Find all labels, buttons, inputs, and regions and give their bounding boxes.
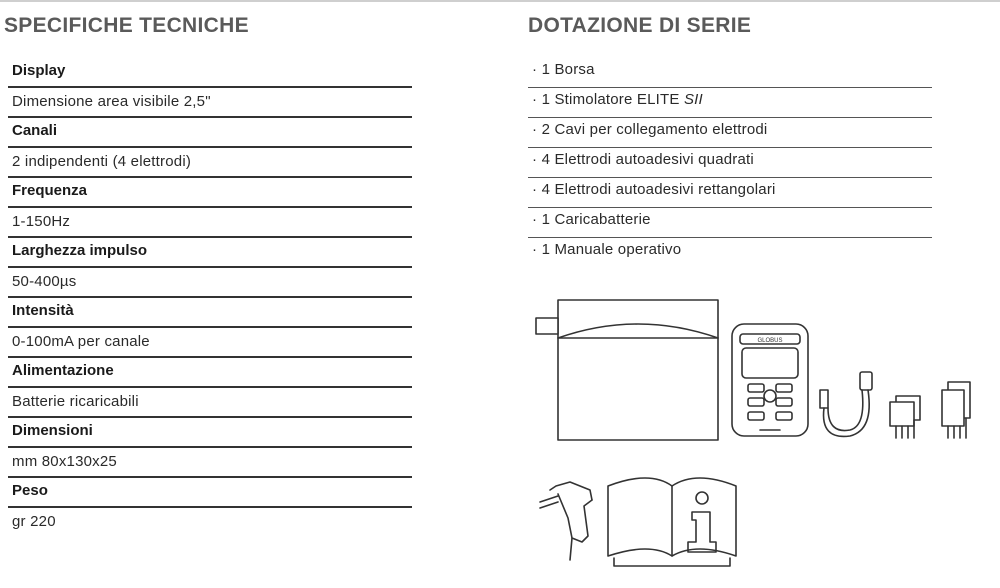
equipment-item-text: · 2 Cavi per collegamento elettrodi	[532, 121, 768, 138]
spec-value-pulse-width: 50-400µs	[8, 268, 412, 298]
equipment-item	[528, 148, 932, 178]
equipment-list	[528, 58, 932, 268]
spec-label-weight: Peso	[8, 478, 412, 508]
equipment-item	[528, 88, 932, 118]
equipment-section-title: DOTAZIONE DI SERIE	[528, 14, 752, 37]
top-divider	[0, 0, 1000, 2]
equipment-item	[528, 178, 932, 208]
specs-table	[8, 58, 412, 538]
spec-value-intensity: 0-100mA per canale	[8, 328, 412, 358]
rectangular-electrodes-icon	[942, 382, 970, 438]
spec-label-power: Alimentazione	[8, 358, 412, 388]
equipment-item	[528, 238, 932, 268]
spec-value-power: Batterie ricaricabili	[8, 388, 412, 418]
spec-label-channels: Canali	[8, 118, 412, 148]
spec-value-frequency: 1-150Hz	[8, 208, 412, 238]
spec-value-display: Dimensione area visibile 2,5"	[8, 88, 412, 118]
stimulator-device-icon	[732, 324, 808, 436]
equipment-item-text: · 1 Stimolatore ELITE	[532, 91, 684, 108]
spec-label-dimensions: Dimensioni	[8, 418, 412, 448]
bag-icon	[536, 300, 718, 440]
equipment-item	[528, 118, 932, 148]
manual-icon	[608, 478, 736, 566]
equipment-item-text: · 4 Elettrodi autoadesivi rettangolari	[532, 181, 776, 198]
spec-value-weight: gr 220	[12, 513, 56, 530]
equipment-item-text: · 1 Manuale operativo	[532, 241, 682, 258]
equipment-illustration	[520, 290, 990, 580]
equipment-item-text: · 1 Caricabatterie	[532, 211, 651, 228]
cables-icon	[820, 372, 872, 436]
charger-icon	[540, 482, 592, 560]
device-logo: GLOBUS	[757, 338, 783, 344]
spec-value-channels: 2 indipendenti (4 elettrodi)	[8, 148, 412, 178]
equipment-item	[528, 208, 932, 238]
spec-label-display: Display	[8, 58, 412, 88]
spec-label-intensity: Intensità	[8, 298, 412, 328]
equipment-item-model: SII	[683, 91, 703, 108]
spec-label-frequency: Frequenza	[8, 178, 412, 208]
equipment-item-text: · 4 Elettrodi autoadesivi quadrati	[532, 151, 754, 168]
square-electrodes-icon	[890, 396, 920, 438]
equipment-item-text: · 1 Borsa	[532, 61, 595, 78]
spec-value-dimensions: mm 80x130x25	[8, 448, 412, 478]
equipment-item	[528, 58, 932, 88]
specs-section-title: SPECIFICHE TECNICHE	[4, 14, 249, 37]
spec-label-pulse-width: Larghezza impulso	[8, 238, 412, 268]
